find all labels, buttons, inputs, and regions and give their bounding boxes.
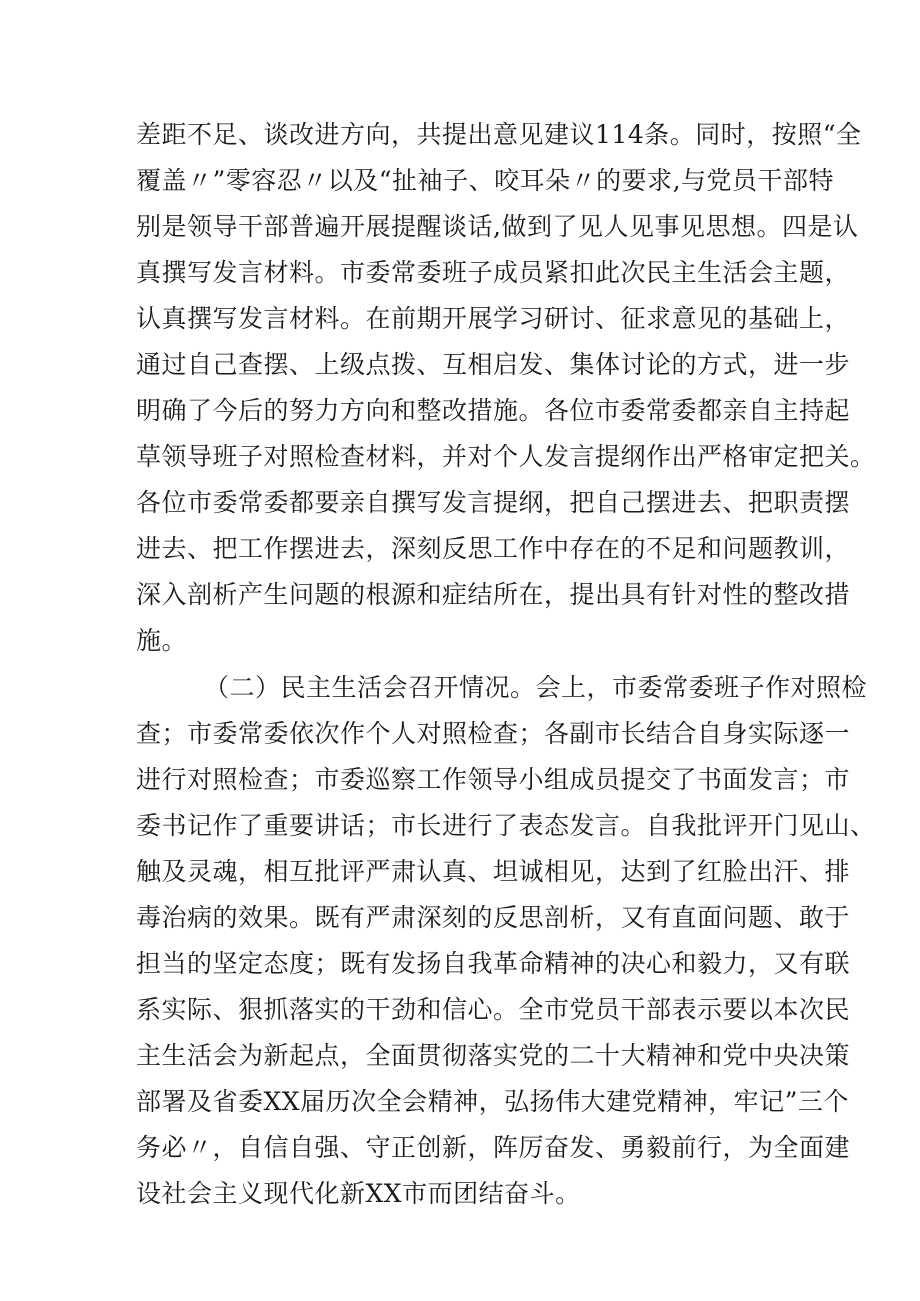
paragraph-2-line-4: 委书记作了重要讲话；市长进行了表态发言。自我批评开门见山、 [136,811,876,840]
paragraph-2-line-9: 主生活会为新起点，全面贯彻落实党的二十大精神和党中央决策 [136,1041,851,1070]
paragraph-2-line-7: 担当的坚定态度；既有发扬自我革命精神的决心和毅力，又有联 [136,949,851,978]
paragraph-2-line-3: 进行对照检查；市委巡察工作领导小组成员提交了书面发言；市 [136,765,851,794]
paragraph-2-line-8: 系实际、狠抓落实的干劲和信心。全市党员干部表示要以本次民 [136,995,851,1024]
paragraph-1-line-2: 覆盖〃”零容忍〃以及“扯袖子、咬耳朵〃的要求,与党员干部特 [136,166,835,195]
paragraph-2-line-11: 务必〃，自信自强、守正创新，阵厉奋发、勇毅前行，为全面建 [136,1133,851,1162]
paragraph-2-line-2: 查；市委常委依次作个人对照检查；各副市长结合自身实际逐一 [136,719,851,748]
paragraph-1-line-3: 别是领导干部普遍开展提醒谈话,做到了见人见事见思想。四是认 [136,212,859,241]
paragraph-1-line-11: 深入剖析产生问题的根源和症结所在，提出具有针对性的整改措 [136,580,851,609]
paragraph-2-line-1: （二）民主生活会召开情况。会上，市委常委班子作对照检 [204,673,868,702]
paragraph-1-line-1: 差距不足、谈改进方向，共提出意见建议114条。同时，按照“全 [136,120,862,149]
paragraph-2-line-12: 设社会主义现代化新XX市而团结奋斗。 [136,1179,581,1208]
paragraph-1-line-6: 通过自己查摆、上级点拨、互相启发、集体讨论的方式，进一步 [136,350,851,379]
paragraph-1-line-5: 认真撰写发言材料。在前期开展学习研讨、征求意见的基础上， [136,304,851,333]
paragraph-2-line-6: 毒治病的效果。既有严肃深刻的反思剖析，又有直面问题、敢于 [136,903,851,932]
paragraph-2-line-10: 部署及省委XX届历次全会精神，弘扬伟大建党精神，牢记”三个 [136,1087,849,1116]
paragraph-1-line-8: 草领导班子对照检查材料，并对个人发言提纲作出严格审定把关。 [136,442,876,471]
paragraph-1-line-12: 施。 [136,626,188,655]
paragraph-1-line-9: 各位市委常委都要亲自撰写发言提纲，把自己摆进去、把职责摆 [136,488,851,517]
paragraph-1-line-7: 明确了今后的努力方向和整改措施。各位市委常委都亲自主持起 [136,396,851,425]
paragraph-1-line-4: 真撰写发言材料。市委常委班子成员紧扣此次民主生活会主题， [136,258,851,287]
paragraph-2-line-5: 触及灵魂，相互批评严肃认真、坦诚相见，达到了红脸出汗、排 [136,857,851,886]
paragraph-1-line-10: 进去、把工作摆进去，深刻反思工作中存在的不足和问题教训， [136,534,851,563]
